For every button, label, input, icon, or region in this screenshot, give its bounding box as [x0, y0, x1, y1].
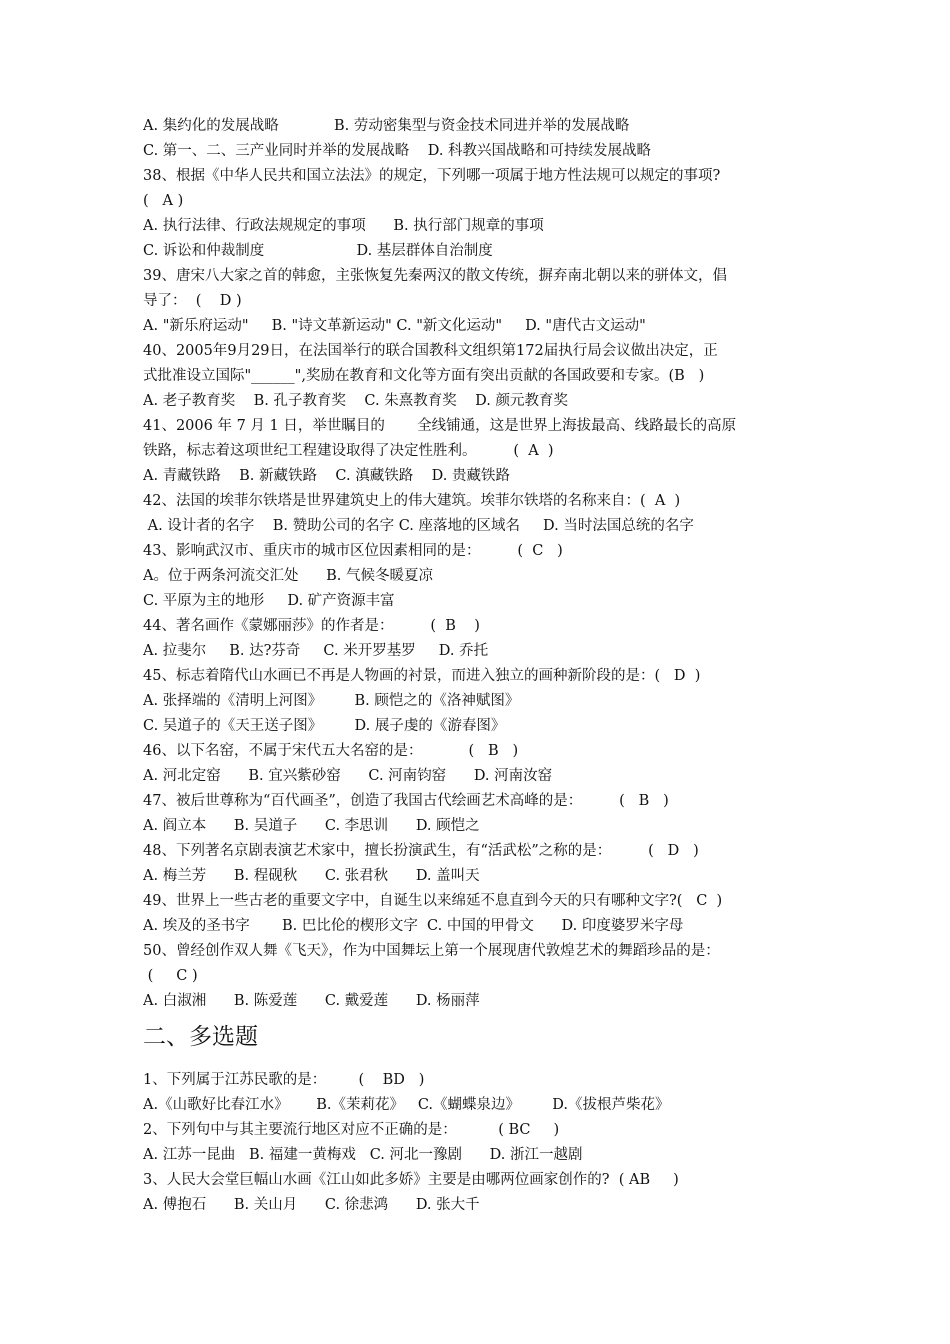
document-body [143, 114, 823, 1218]
text-line: 40、2005年9月29日，在法国举行的联合国教科文组织第172届执行局会议做出决定，正 [143, 343, 718, 359]
text-line: A.《山歌好比春江水》 B.《茉莉花》 C.《蝴蝶泉边》 D.《拔根芦柴花》 [143, 1097, 670, 1113]
section-heading: 二、多选题 [143, 1024, 258, 1050]
text-line: C. 第一、二、三产业同时并举的发展战略 D. 科教兴国战略和可持续发展战略 [143, 143, 652, 159]
text-line: A. 梅兰芳 B. 程砚秋 C. 张君秋 D. 盖叫天 [143, 868, 480, 884]
text-line: A。位于两条河流交汇处 B. 气候冬暖夏凉 [143, 568, 433, 584]
question-block-multiple-choice [143, 1068, 823, 1218]
text-line: 2、下列句中与其主要流行地区对应不正确的是： ( BC ) [143, 1122, 560, 1138]
text-line: 41、2006 年 7 月 1 日，举世瞩目的 全线铺通，这是世界上海拔最高、线路最长的高原 [143, 418, 737, 434]
text-line: C. 平原为主的地形 D. 矿产资源丰富 [143, 593, 395, 609]
text-line: 50、曾经创作双人舞《飞天》，作为中国舞坛上第一个展现唐代敦煌艺术的舞蹈珍品的是： [143, 943, 720, 959]
text-line: ( C ) [143, 968, 198, 984]
text-line: A. 集约化的发展战略 B. 劳动密集型与资金技术同进并举的发展战略 [143, 118, 630, 134]
text-line: 46、以下名窑，不属于宋代五大名窑的是： ( B ) [143, 743, 519, 759]
text-line: C. 吴道子的《天王送子图》 D. 展子虔的《游春图》 [143, 718, 506, 734]
text-line: 47、被后世尊称为“百代画圣”，创造了我国古代绘画艺术高峰的是： ( B ) [143, 793, 669, 809]
text-line: A. 埃及的圣书字 B. 巴比伦的楔形文字 C. 中国的甲骨文 D. 印度婆罗米字母 [143, 918, 684, 934]
text-line: A. 设计者的名字 B. 赞助公司的名字 C. 座落地的区域名 D. 当时法国总统的名字 [143, 518, 694, 534]
text-line: 38、根据《中华人民共和国立法法》的规定，下列哪一项属于地方性法规可以规定的事项? [143, 168, 721, 184]
question-block-single-choice [143, 114, 823, 1014]
text-line: 49、世界上一些古老的重要文字中，自诞生以来绵延不息直到今天的只有哪种文字?( C ) [143, 893, 723, 909]
text-line: A. 张择端的《清明上河图》 B. 顾恺之的《洛神赋图》 [143, 693, 520, 709]
text-line: A. 白淑湘 B. 陈爱莲 C. 戴爱莲 D. 杨丽萍 [143, 993, 480, 1009]
text-line: 45、标志着隋代山水画已不再是人物画的衬景，而进入独立的画种新阶段的是：( D ) [143, 668, 701, 684]
text-line: A. 青藏铁路 B. 新藏铁路 C. 滇藏铁路 D. 贵藏铁路 [143, 468, 510, 484]
text-line: 39、唐宋八大家之首的韩愈，主张恢复先秦两汉的散文传统，摒弃南北朝以来的骈体文，倡 [143, 268, 727, 284]
text-line: A. 江苏一昆曲 B. 福建一黄梅戏 C. 河北一豫剧 D. 浙江一越剧 [143, 1147, 583, 1163]
text-line: 43、影响武汉市、重庆市的城市区位因素相同的是： ( C ) [143, 543, 563, 559]
text-line: 42、法国的埃菲尔铁塔是世界建筑史上的伟大建筑。埃菲尔铁塔的名称来自：( A ) [143, 493, 681, 509]
text-line: A. 执行法律、行政法规规定的事项 B. 执行部门规章的事项 [143, 218, 544, 234]
text-line: 48、下列著名京剧表演艺术家中，擅长扮演武生，有“活武松”之称的是： ( D ) [143, 843, 699, 859]
text-line: 铁路，标志着这项世纪工程建设取得了决定性胜利。 ( A ) [143, 443, 554, 459]
text-line: 式批准设立国际"______",奖励在教育和文化等方面有突出贡献的各国政要和专家。(B ) [143, 368, 705, 384]
text-line: A. 河北定窑 B. 宜兴紫砂窑 C. 河南钧窑 D. 河南汝窑 [143, 768, 553, 784]
text-line: A. 老子教育奖 B. 孔子教育奖 C. 朱熹教育奖 D. 颜元教育奖 [143, 393, 568, 409]
text-line: A. 阎立本 B. 吴道子 C. 李思训 D. 顾恺之 [143, 818, 480, 834]
text-line: 导了： ( D ) [143, 293, 242, 309]
text-line: 44、著名画作《蒙娜丽莎》的作者是： ( B ) [143, 618, 480, 634]
text-line: ( A ) [143, 193, 184, 209]
text-line: C. 诉讼和仲裁制度 D. 基层群体自治制度 [143, 243, 493, 259]
text-line: A. 傅抱石 B. 关山月 C. 徐悲鸿 D. 张大千 [143, 1197, 480, 1213]
text-line: A. "新乐府运动" B. "诗文革新运动" C. "新文化运动" D. "唐代古文运动" [143, 318, 646, 334]
text-line: 1、下列属于江苏民歌的是： ( BD ) [143, 1072, 425, 1088]
text-line: 3、人民大会堂巨幅山水画《江山如此多娇》主要是由哪两位画家创作的? ( AB ) [143, 1172, 679, 1188]
text-line: A. 拉斐尔 B. 达?芬奇 C. 米开罗基罗 D. 乔托 [143, 643, 489, 659]
